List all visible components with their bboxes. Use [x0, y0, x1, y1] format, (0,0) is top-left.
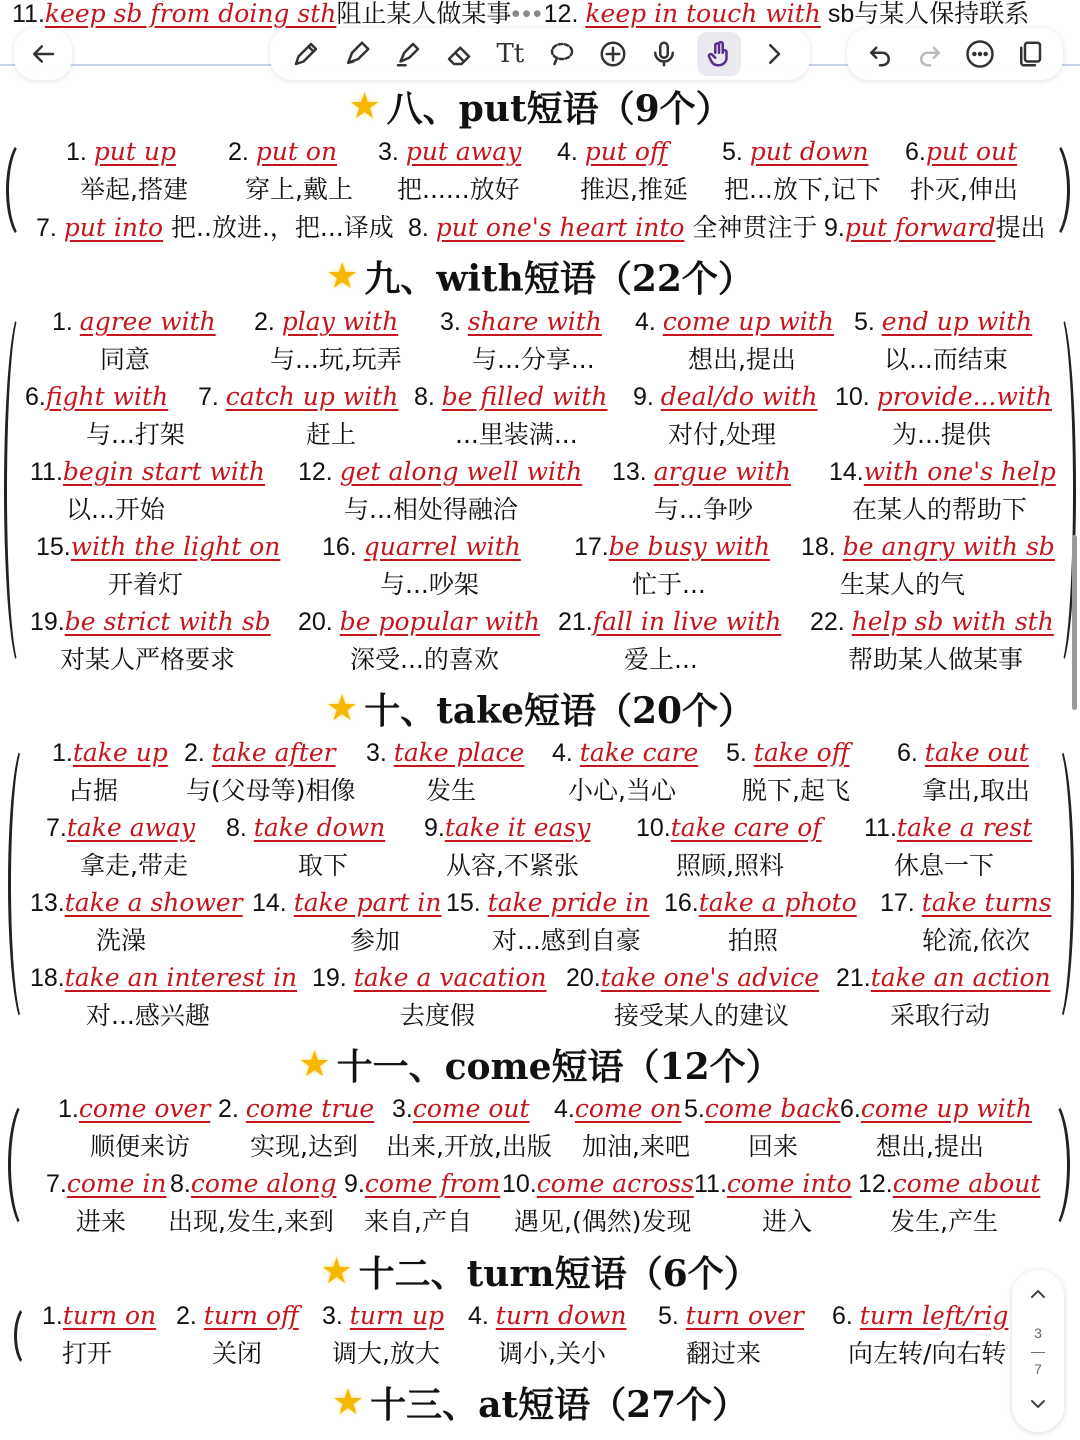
chinese-meaning: 顺便来访 — [90, 1132, 191, 1161]
current-page: 3 — [1034, 1325, 1042, 1341]
chinese-meaning: 出现,发生,来到 — [168, 1207, 334, 1236]
phrase-item: 9.take it easy — [424, 813, 591, 842]
back-arrow-icon[interactable] — [25, 36, 61, 72]
star-icon: ★ — [331, 1381, 365, 1423]
chinese-meaning: 在某人的帮助下 — [852, 495, 1028, 524]
chinese-meaning: 与(父母等)相像 — [186, 776, 356, 805]
section-heading-at — [0, 1376, 1080, 1428]
phrase-row — [0, 885, 1080, 923]
chinese-meaning: 出来,开放,出版 — [386, 1132, 552, 1161]
phrase-item: 7.come in — [46, 1169, 167, 1198]
phrase-item: 8. put one's heart into 全神贯注于 — [408, 213, 818, 242]
phrase-item: 16.take a photo — [664, 888, 857, 917]
document-controls — [847, 28, 1063, 80]
phrase-item: 12. get along well with — [298, 457, 583, 486]
phrase-item: 17. take turns — [880, 888, 1052, 917]
phrase-item: 2. turn off — [176, 1301, 299, 1330]
pages-icon[interactable] — [1012, 36, 1048, 72]
chinese-meaning: 接受某人的建议 — [614, 1001, 790, 1030]
phrase-row — [0, 960, 1080, 998]
total-pages: 7 — [1034, 1361, 1042, 1377]
touch-hand-icon[interactable] — [697, 32, 741, 76]
star-icon: ★ — [298, 1043, 331, 1085]
phrase-item: 4. come up with — [635, 307, 834, 336]
phrase-row — [0, 529, 1080, 567]
section-title: 十三、at短语（27个） — [370, 1383, 749, 1426]
chinese-meaning: 拿出,取出 — [922, 776, 1030, 805]
meaning-row — [0, 998, 1080, 1036]
meaning-row — [0, 567, 1080, 605]
microphone-icon[interactable] — [646, 36, 682, 72]
phrase-item: 4. take care — [552, 738, 699, 767]
chinese-meaning: 与...打架 — [86, 420, 185, 449]
section-heading-come — [0, 1038, 1080, 1090]
chinese-meaning: 休息一下 — [894, 851, 995, 880]
chinese-meaning: 洗澡 — [96, 926, 147, 955]
chinese-meaning: 轮流,依次 — [922, 926, 1030, 955]
phrase-item: 1.take up — [52, 738, 168, 767]
phrase-item: 8. be filled with — [414, 382, 608, 411]
phrase-item: 14. take part in — [252, 888, 442, 917]
phrase-item: 2. put on — [228, 137, 338, 166]
chinese-meaning: 同意 — [100, 345, 151, 374]
phrase-item: 10. provide...with — [835, 382, 1053, 411]
phrase-item: 14.with one's help — [829, 457, 1056, 486]
chinese-meaning: ...里装满... — [455, 420, 578, 449]
chinese-meaning: 与...相处得融洽 — [344, 495, 518, 524]
chinese-meaning: 向左转/向右转 — [848, 1339, 1007, 1368]
phrase-row — [0, 604, 1080, 642]
phrase-item: 20. be popular with — [298, 607, 540, 636]
chinese-meaning: 把...放下,记下 — [724, 175, 881, 204]
chinese-meaning: 发生,产生 — [890, 1207, 998, 1236]
chinese-meaning: 赶上 — [306, 420, 357, 449]
phrase-item: 1.come over — [58, 1094, 211, 1123]
section-title: 十二、turn短语（6个） — [358, 1252, 760, 1295]
chinese-meaning: 爱上... — [624, 645, 698, 674]
chinese-meaning: 忙于... — [632, 570, 706, 599]
phrase-item: 13.take a shower — [30, 888, 243, 917]
chinese-meaning: 参加 — [350, 926, 401, 955]
meaning-row — [0, 923, 1080, 961]
eraser-icon[interactable] — [441, 36, 477, 72]
phrase-item: 19.be strict with sb — [30, 607, 271, 636]
chinese-meaning: 穿上,戴上 — [245, 175, 353, 204]
page-separator: — — [1031, 1343, 1045, 1359]
chinese-meaning: 加油,来吧 — [582, 1132, 690, 1161]
phrase-item: 2. come true — [218, 1094, 375, 1123]
phrase-item: 6. take out — [897, 738, 1029, 767]
section-heading-with — [0, 250, 1080, 302]
phrase-item: 3. share with — [440, 307, 602, 336]
phrase-item: 8.come along — [170, 1169, 337, 1198]
chinese-meaning: 生某人的气 — [840, 570, 966, 599]
highlighter-icon[interactable] — [390, 36, 426, 72]
undo-icon[interactable] — [862, 36, 898, 72]
star-icon: ★ — [326, 255, 359, 297]
phrase-item: 7.take away — [46, 813, 196, 842]
phrase-item: 16. quarrel with — [322, 532, 521, 561]
chinese-meaning: 扑灭,伸出 — [910, 175, 1018, 204]
english-phrase: keep sb from doing sth — [44, 0, 337, 28]
section-heading-turn — [0, 1245, 1080, 1297]
section-title: 十、take短语（20个） — [364, 689, 755, 732]
chinese-meaning: 调小,关小 — [498, 1339, 606, 1368]
phrase-item: 1.turn on — [42, 1301, 157, 1330]
page-navigator — [1012, 1270, 1064, 1432]
drawing-toolbar — [270, 28, 810, 80]
phrase-item: 1. put up — [66, 137, 176, 166]
phrase-item: 15.with the light on — [36, 532, 281, 561]
chinese-meaning: 深受...的喜欢 — [350, 645, 499, 674]
chinese-meaning: 打开 — [62, 1339, 113, 1368]
phrase-row — [0, 1298, 1080, 1336]
phrase-item: 18. be angry with sb — [801, 532, 1055, 561]
phrase-item: 4. turn down — [468, 1301, 627, 1330]
page-up-icon[interactable] — [1026, 1282, 1050, 1310]
phrase-item: 9.come from — [344, 1169, 501, 1198]
section-heading-put — [0, 80, 1080, 132]
meaning-row — [0, 848, 1080, 886]
phrase-item: 4.come on — [554, 1094, 682, 1123]
chinese-meaning: 调大,放大 — [332, 1339, 440, 1368]
chinese-meaning: 照顾,照料 — [676, 851, 784, 880]
chinese-meaning: 拍照 — [728, 926, 779, 955]
phrase-item: 7. catch up with — [198, 382, 399, 411]
phrase-item: 9.put forward提出 — [824, 213, 1046, 242]
chinese-meaning: 取下 — [298, 851, 349, 880]
chinese-meaning: 去度假 — [400, 1001, 476, 1030]
chinese-meaning: 进入 — [762, 1207, 813, 1236]
phrase-item: 15. take pride in — [446, 888, 650, 917]
chinese-meaning: 把......放好 — [397, 175, 520, 204]
phrase-item: 10.take care of — [636, 813, 822, 842]
phrase-row — [0, 304, 1080, 342]
chinese-meaning: 对...感到自豪 — [492, 926, 641, 955]
more-icon[interactable] — [962, 36, 998, 72]
add-circle-icon[interactable] — [595, 36, 631, 72]
phrase-item: 21.take an action — [836, 963, 1051, 992]
pen-icon[interactable] — [288, 36, 324, 72]
phrase-item: 4. put off — [557, 137, 668, 166]
redo-icon[interactable] — [912, 36, 948, 72]
chinese-meaning: 以...开始 — [66, 495, 165, 524]
chinese-meaning: 开着灯 — [108, 570, 184, 599]
chinese-meaning: 遇见,(偶然)发现 — [514, 1207, 692, 1236]
star-icon: ★ — [325, 687, 359, 729]
phrase-item: 18.take an interest in — [30, 963, 298, 992]
phrase-item: 5. put down — [722, 137, 869, 166]
chinese-meaning: 对某人严格要求 — [60, 645, 236, 674]
phrase-row — [0, 210, 1080, 248]
chinese-meaning: 与...分享... — [472, 345, 595, 374]
chinese-meaning: sb与某人保持联系 — [827, 0, 1030, 28]
phrase-item: 3. turn up — [322, 1301, 445, 1330]
chinese-meaning: 从容,不紧张 — [446, 851, 579, 880]
phrase-row — [0, 1166, 1080, 1204]
chinese-meaning: 小心,当心 — [568, 776, 676, 805]
phrase-item: 5. turn over — [658, 1301, 804, 1330]
chinese-meaning: 想出,提出 — [688, 345, 796, 374]
chinese-meaning: 帮助某人做某事 — [848, 645, 1024, 674]
phrase-row — [0, 134, 1080, 172]
page-down-icon[interactable] — [1026, 1392, 1050, 1420]
chinese-meaning: 翻过来 — [686, 1339, 762, 1368]
meaning-row — [0, 1336, 1080, 1374]
phrase-item: 19. take a vacation — [312, 963, 547, 992]
phrase-item: 10.come across — [502, 1169, 694, 1198]
phrase-item: 13. argue with — [612, 457, 791, 486]
chinese-meaning: 对付,处理 — [668, 420, 776, 449]
phrase-item: 3. take place — [366, 738, 525, 767]
phrase-item: 5.come back — [684, 1094, 841, 1123]
meaning-row — [0, 417, 1080, 455]
phrase-item: 8. take down — [226, 813, 386, 842]
marker-icon[interactable] — [339, 36, 375, 72]
scrollbar-thumb[interactable] — [1072, 535, 1077, 710]
lasso-icon[interactable] — [544, 36, 580, 72]
phrase-item: 7. put into 把..放进.，把...译成 — [36, 213, 394, 242]
phrase-item: 6. turn left/rig — [832, 1301, 1009, 1330]
star-icon: ★ — [348, 85, 381, 127]
chinese-meaning: 阻止某人做某事 — [336, 0, 512, 28]
phrase-item: 17.be busy with — [574, 532, 771, 561]
meaning-row — [0, 492, 1080, 530]
phrase-item: 2. take after — [184, 738, 336, 767]
phrase-item: 11.come into — [694, 1169, 852, 1198]
meaning-row — [0, 642, 1080, 680]
chinese-meaning: 占据 — [68, 776, 119, 805]
item-number: 12. — [543, 0, 579, 28]
phrase-row — [0, 379, 1080, 417]
meaning-row — [0, 342, 1080, 380]
chinese-meaning: 进来 — [76, 1207, 127, 1236]
text-tool-icon[interactable]: Tt — [496, 39, 525, 69]
phrase-item: 5. take off — [726, 738, 850, 767]
phrase-item: 20.take one's advice — [566, 963, 820, 992]
chinese-meaning: 发生 — [426, 776, 477, 805]
section-title: 十一、come短语（12个） — [336, 1045, 782, 1088]
drag-handle-dots[interactable]: ••• — [511, 0, 544, 28]
phrase-item: 9. deal/do with — [633, 382, 818, 411]
chinese-meaning: 拿走,带走 — [80, 851, 188, 880]
phrase-item: 22. help sb with sth — [810, 607, 1054, 636]
phrase-item: 3. put away — [378, 137, 522, 166]
chinese-meaning: 采取行动 — [890, 1001, 991, 1030]
meaning-row — [0, 1204, 1080, 1242]
phrase-item: 11.take a rest — [864, 813, 1033, 842]
phrase-row — [0, 454, 1080, 492]
chevron-right-icon[interactable] — [756, 36, 792, 72]
star-icon: ★ — [320, 1250, 353, 1292]
chinese-meaning: 与...玩,玩弄 — [270, 345, 402, 374]
chinese-meaning: 与...争吵 — [654, 495, 753, 524]
chinese-meaning: 实现,达到 — [250, 1132, 358, 1161]
phrase-row — [0, 735, 1080, 773]
section-heading-take — [0, 682, 1080, 734]
chinese-meaning: 回来 — [748, 1132, 799, 1161]
meaning-row — [0, 1129, 1080, 1167]
chinese-meaning: 推迟,推延 — [580, 175, 688, 204]
phrase-item: 2. play with — [254, 307, 399, 336]
phrase-item: 6.put out — [905, 137, 1018, 166]
phrase-item: 6.come up with — [840, 1094, 1032, 1123]
section-title: 九、with短语（22个） — [364, 257, 754, 300]
phrase-item: 6.fight with — [25, 382, 169, 411]
chinese-meaning: 举起,搭建 — [80, 175, 188, 204]
phrase-item: 5. end up with — [854, 307, 1033, 336]
phrase-item: 12.come about — [858, 1169, 1041, 1198]
top-partial-row — [0, 0, 1080, 30]
phrase-row — [0, 1091, 1080, 1129]
phrase-item: 1. agree with — [52, 307, 216, 336]
chinese-meaning: 为...提供 — [892, 420, 991, 449]
chinese-meaning: 想出,提出 — [876, 1132, 984, 1161]
section-title: 八、put短语（9个） — [386, 87, 732, 130]
phrase-row — [0, 810, 1080, 848]
phrase-item: 21.fall in live with — [558, 607, 782, 636]
meaning-row — [0, 172, 1080, 210]
page-indicator — [1031, 1324, 1045, 1378]
item-number: 11. — [12, 0, 45, 28]
chinese-meaning: 关闭 — [212, 1339, 263, 1368]
phrase-item: 3.come out — [392, 1094, 530, 1123]
chinese-meaning: 与...吵架 — [380, 570, 479, 599]
chinese-meaning: 对...感兴趣 — [86, 1001, 210, 1030]
chinese-meaning: 来自,产自 — [364, 1207, 472, 1236]
english-phrase: keep in touch with — [585, 0, 821, 28]
back-button[interactable] — [14, 28, 72, 80]
meaning-row — [0, 773, 1080, 811]
chinese-meaning: 脱下,起飞 — [742, 776, 850, 805]
phrase-item: 11.begin start with — [30, 457, 266, 486]
chinese-meaning: 以...而结束 — [884, 345, 1008, 374]
